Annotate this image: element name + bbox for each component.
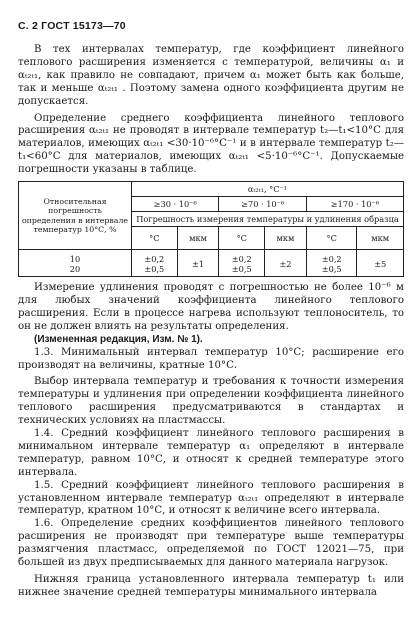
document-body xyxy=(18,44,404,600)
table-unit: мкм xyxy=(265,227,307,250)
paragraph: 1.4. Средний коэффициент линейного теплового расширения в минимальном интервале температур α₁ определяют в интервале температур, равном 10°С, и относят к средней температуре этого интервала. xyxy=(18,428,404,478)
tolerance-table xyxy=(18,181,404,277)
table-subheader: Погрешность измерения температуры и удлинения образца xyxy=(132,212,404,227)
table-unit: мкм xyxy=(357,227,404,250)
amendment-note: (Измененная редакция, Изм. № 1). xyxy=(34,333,203,345)
table-range-1: ≥30 · 10⁻⁶ xyxy=(132,197,219,212)
paragraph: 1.5. Средний коэффициент линейного теплового расширения в установленном интервале температур αₜ₂ₜ₁ определяют в интервале температур, кратном 10°С, и относят к величине всего интервала. xyxy=(18,479,404,517)
paragraph-temperature-intervals: В тех интервалах температур, где коэффициент линейного теплового расширения изменяется с температурой, величины α₁ и αₜ₂ₜ₁, как правило не совпадают, причем α₁ может быть как больше, так и меньше αₜ₂ₜ₁ . Поэтому замена одного коэффициента другим не допускается. xyxy=(18,44,404,107)
paragraph: 1.3. Минимальный интервал температур 10°С; расширение его производят на величины, кратные 10°С. xyxy=(18,346,404,371)
table-unit: °С xyxy=(132,227,178,250)
table-cell-temp: ±0,2 ±0,5 xyxy=(306,250,357,277)
paragraph: Выбор интервала температур и требования к точности измерения температуры и удлинения при определении коэффициента линейного теплового расширения предусматриваются в стандартах и технических условиях на пластмассы. xyxy=(18,376,404,427)
after-table-section xyxy=(18,282,404,600)
table-cell-percent: 10 20 xyxy=(19,250,132,277)
paragraph: Измерение удлинения проводят с погрешностью не более 10⁻⁶ м для любых значений коэффициента линейного теплового расширения. Если в процессе нагрева используют теплоноситель, то он не должен влиять на результаты определения. xyxy=(18,282,404,332)
table-cell-temp: ±0,2 ±0,5 xyxy=(219,250,265,277)
page-header: С. 2 ГОСТ 15173—70 xyxy=(18,20,126,32)
table-unit: °С xyxy=(219,227,265,250)
table-cell-length: ±2 xyxy=(265,250,307,277)
table-cell-length: ±5 xyxy=(357,250,404,277)
paragraph-determination-limits: Определение среднего коэффициента линейного теплового расширения αₜ₂ₜ₁ не проводят в интервале температур t₂—t₁<10°C для материалов, имеющих αₜ₂ₜ₁ <30·10⁻⁶°C⁻¹ и в интервале температур t₂—t₁<60°C для материалов, имеющих αₜ₂ₜ₁ <5·10⁻⁶°C⁻¹. Допускаемые погрешности указаны в таблице. xyxy=(18,112,404,176)
paragraph: Нижняя граница установленного интервала температур t₁ или нижнее значение средней температуры минимального интервала xyxy=(18,574,404,598)
table-unit: °С xyxy=(306,227,357,250)
table-range-3: ≥170 · 10⁻⁶ xyxy=(306,197,403,212)
table-cell-temp: ±0,2 ±0,5 xyxy=(132,250,178,277)
table-range-2: ≥70 · 10⁻⁶ xyxy=(219,197,306,212)
table-row xyxy=(19,250,404,277)
table-row-header: Относительная погрешность определения в интервале температур 10°С, % xyxy=(19,182,132,250)
table-alpha-header: αₜ₂ₜ₁, °С⁻¹ xyxy=(132,182,404,197)
table-cell-length: ±1 xyxy=(177,250,219,277)
paragraph: 1.6. Определение средних коэффициентов линейного теплового расширения не производят при температуре выше температуры размягчения пластмасс, определяемой по ГОСТ 12021—75, при большей из двух предписываемых для данного материала нагрузок. xyxy=(18,518,404,569)
table-unit: мкм xyxy=(177,227,219,250)
